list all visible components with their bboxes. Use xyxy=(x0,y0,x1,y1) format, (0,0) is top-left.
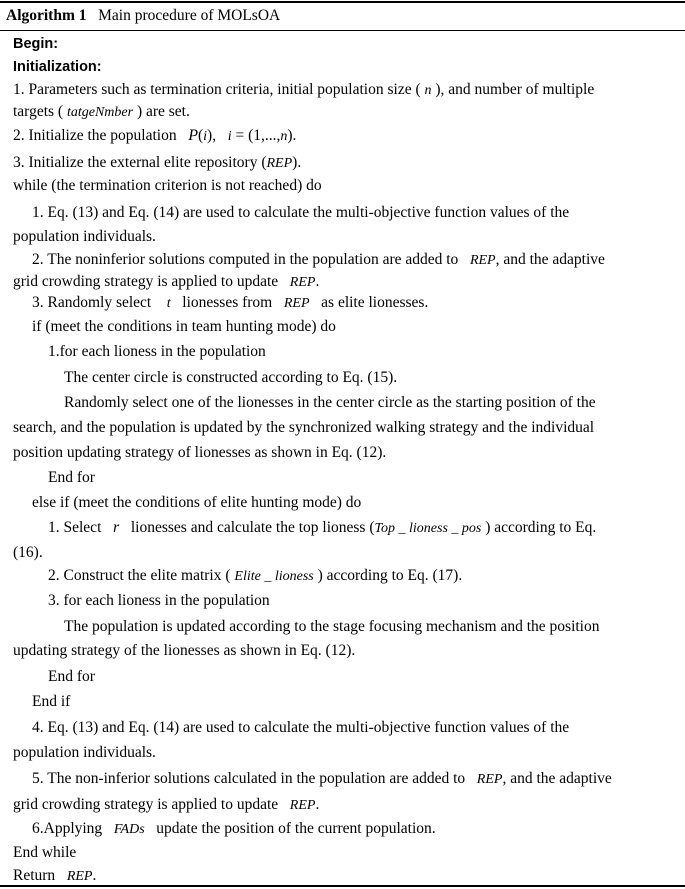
algo-line-8: 2. The noninferior solutions computed in the population are added to REP, and the adaptive xyxy=(32,251,605,268)
top-rule xyxy=(0,1,685,3)
algo-line-2: targets ( tatgeNmber ) are set. xyxy=(13,103,190,120)
algo-line-5: while (the termination criterion is not reached) do xyxy=(13,177,322,194)
begin-keyword: Begin: xyxy=(13,36,59,52)
initialization-heading: Initialization: xyxy=(13,59,102,75)
algo-line-11: if (meet the conditions in team hunting mode) do xyxy=(32,318,336,335)
algo-line-26: End if xyxy=(32,693,71,710)
algo-line-9: grid crowding strategy is applied to update REP. xyxy=(13,273,320,290)
algo-line-7: population individuals. xyxy=(13,228,156,245)
algo-line-30: grid crowding strategy is applied to update REP. xyxy=(13,796,320,813)
algo-line-25: End for xyxy=(48,668,95,685)
algo-line-31: 6.Applying FADs update the position of the current population. xyxy=(32,820,436,837)
var-i: i xyxy=(227,129,232,144)
var-n: n xyxy=(424,83,432,98)
algo-line-17: End for xyxy=(48,469,95,486)
algo-line-32: End while xyxy=(13,844,77,861)
var-t: t xyxy=(166,296,171,311)
algo-line-20: (16). xyxy=(13,544,43,561)
algo-line-1: 1. Parameters such as termination criteria, initial population size ( n ), and number of multiple xyxy=(13,81,595,98)
var-elite-lioness: Elite _ lioness xyxy=(234,569,314,584)
algo-line-28: population individuals. xyxy=(13,744,156,761)
algo-line-3: 2. Initialize the population P(i), i = (1,...,n). xyxy=(13,127,297,144)
algo-line-13: The center circle is constructed according to Eq. (15). xyxy=(64,369,398,386)
algo-line-27: 4. Eq. (13) and Eq. (14) are used to calculate the multi-objective function values of the xyxy=(32,719,570,736)
bottom-rule xyxy=(0,885,685,887)
var-r: r xyxy=(113,519,120,536)
caption-rule xyxy=(0,30,685,31)
var-P: P xyxy=(188,127,198,144)
algo-line-29: 5. The non-inferior solutions calculated in the population are added to REP, and the adaptive xyxy=(32,770,612,787)
algo-line-10: 3. Randomly select t lionesses from REP as elite lionesses. xyxy=(32,294,429,311)
algo-line-4: 3. Initialize the external elite repository (REP). xyxy=(13,154,302,171)
algo-line-19: 1. Select r lionesses and calculate the top lioness (Top _ lioness _ pos ) according to Eq. xyxy=(48,519,597,536)
algo-line-21: 2. Construct the elite matrix ( Elite _ lioness ) according to Eq. (17). xyxy=(48,567,463,584)
var-tatgeNmber: tatgeNmber xyxy=(66,105,134,120)
algo-line-15: search, and the population is updated by the synchronized walking strategy and the individual xyxy=(13,419,595,436)
caption-label: Algorithm 1 xyxy=(6,7,87,24)
caption-title: Main procedure of MOLsOA xyxy=(98,7,281,24)
var-top-lioness-pos: Top _ lioness _ pos xyxy=(374,521,482,536)
algo-line-24: updating strategy of the lionesses as shown in Eq. (12). xyxy=(13,642,356,659)
algo-line-23: The population is updated according to the stage focusing mechanism and the position xyxy=(64,618,600,635)
var-FADs: FADs xyxy=(113,822,145,837)
algo-line-14: Randomly select one of the lionesses in the center circle as the starting position of the xyxy=(64,394,596,411)
var-REP: REP xyxy=(266,156,293,171)
algo-line-12: 1.for each lioness in the population xyxy=(48,343,266,360)
algo-line-16: position updating strategy of lionesses as shown in Eq. (12). xyxy=(13,444,387,461)
algorithm-caption xyxy=(6,6,280,26)
algo-line-6: 1. Eq. (13) and Eq. (14) are used to calculate the multi-objective function values of the xyxy=(32,204,570,221)
algo-line-22: 3. for each lioness in the population xyxy=(48,592,270,609)
algo-line-33: Return REP. xyxy=(13,867,97,884)
algo-line-18: else if (meet the conditions of elite hunting mode) do xyxy=(32,494,362,511)
